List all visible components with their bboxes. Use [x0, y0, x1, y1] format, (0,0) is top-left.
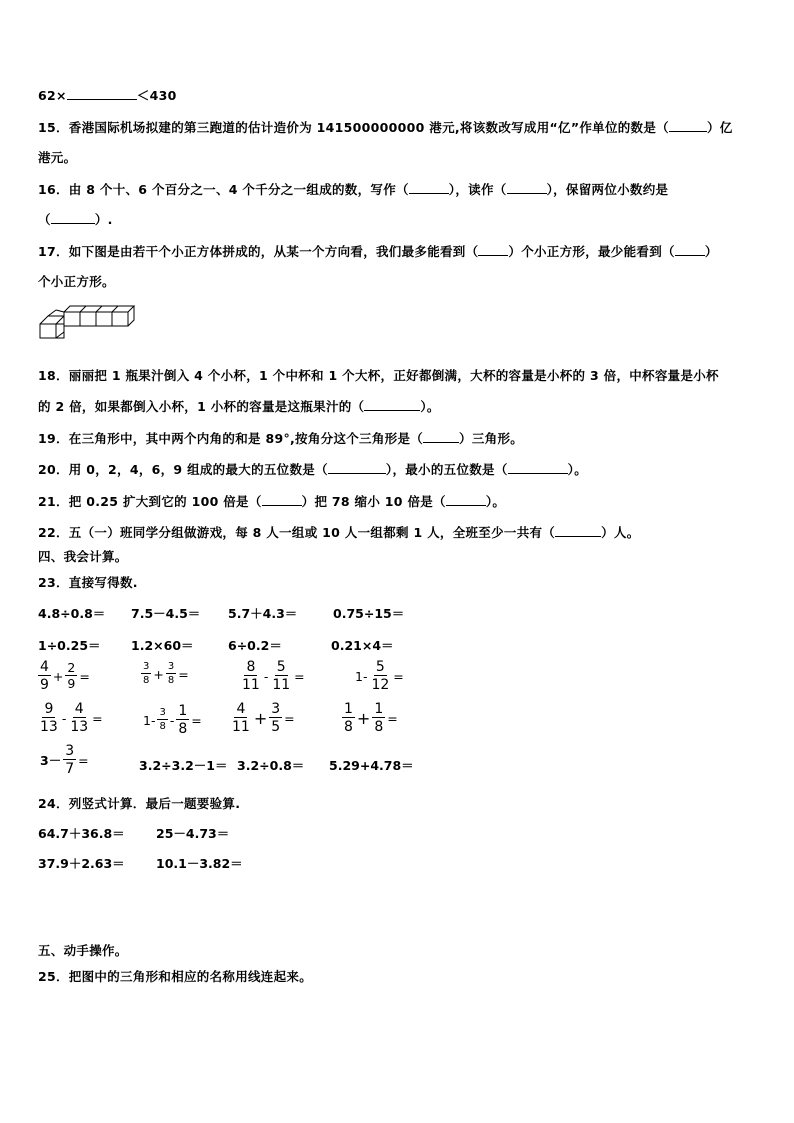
calc-item: 5.29+4.78＝ — [329, 758, 414, 773]
question-16-line2: （ ）. — [38, 212, 113, 227]
calc-item: 37.9＋2.63＝ — [38, 856, 125, 871]
answer-blank[interactable] — [675, 243, 705, 256]
calc-item: 4.8÷0.8＝ — [38, 606, 106, 621]
answer-blank[interactable] — [423, 430, 459, 443]
calc-item: 7.5－4.5＝ — [131, 606, 201, 621]
answer-blank[interactable] — [364, 398, 420, 411]
answer-blank[interactable] — [409, 181, 449, 194]
q14-tail: 62× ＜430 — [38, 88, 177, 103]
fraction-item: $\frac{9}{13}$ - $\frac{4}{13}$ = — [40, 701, 103, 735]
fraction-item: 3－ $\frac{3}{7}$ = — [40, 743, 89, 777]
fraction-item: $\frac{3}{8}$ + $\frac{3}{8}$ = — [143, 661, 189, 686]
cube-figure — [36, 302, 146, 342]
section-4-heading: 四、我会计算。 — [38, 549, 128, 564]
question-22: 22．五（一）班同学分组做游戏，每 8 人一组或 10 人一组都剩 1 人，全班至少一共有（ ）人。 — [38, 525, 640, 540]
calc-item: 1÷0.25＝ — [38, 638, 101, 653]
question-17-line2: 个小正方形。 — [38, 274, 115, 289]
calc-item: 6÷0.2＝ — [228, 638, 282, 653]
answer-blank[interactable] — [669, 119, 707, 132]
answer-blank[interactable] — [328, 461, 386, 474]
answer-blank[interactable] — [446, 493, 486, 506]
question-18-line2: 的 2 倍，如果都倒入小杯，1 小杯的容量是这瓶果汁的（ ）。 — [38, 399, 440, 414]
fraction-item: $\frac{4}{11}$ + $\frac{3}{5}$ = — [232, 701, 295, 735]
calc-item: 10.1－3.82＝ — [156, 856, 243, 871]
fraction-item: $\frac{4}{9}$ + $\frac{2}{9}$ = — [40, 659, 90, 693]
calc-item: 64.7＋36.8＝ — [38, 826, 125, 841]
calc-item: 5.7＋4.3＝ — [228, 606, 298, 621]
calc-item: 25－4.73＝ — [156, 826, 230, 841]
answer-blank[interactable] — [478, 243, 508, 256]
answer-blank[interactable] — [507, 181, 547, 194]
section-5-heading: 五、动手操作。 — [38, 943, 128, 958]
question-15-line2: 港元。 — [38, 150, 77, 165]
question-23-title: 23．直接写得数. — [38, 575, 138, 590]
question-21: 21．把 0.25 扩大到它的 100 倍是（ ）把 78 缩小 10 倍是（ ）。 — [38, 494, 506, 509]
calc-item: 0.75÷15＝ — [333, 606, 405, 621]
fraction-item: 1- $\frac{3}{8}$ - $\frac{1}{8}$ = — [143, 703, 202, 737]
calc-item: 1.2×60＝ — [131, 638, 194, 653]
question-15-line1: 15．香港国际机场拟建的第三跑道的估计造价为 141500000000 港元,将该数改写成用“亿”作单位的数是（ ）亿 — [38, 120, 733, 135]
question-25: 25．把图中的三角形和相应的名称用线连起来。 — [38, 969, 312, 984]
answer-blank[interactable] — [555, 524, 601, 537]
fraction-item: 1- $\frac{5}{12}$ = — [355, 659, 404, 693]
fraction-item: $\frac{8}{11}$ - $\frac{5}{11}$ = — [242, 659, 305, 693]
question-17-line1: 17．如下图是由若干个小正方体拼成的，从某一个方向看，我们最多能看到（ ）个小正方形，最少能看到（ ） — [38, 244, 718, 259]
calc-item: 3.2÷0.8＝ — [237, 758, 305, 773]
calc-item: 3.2÷3.2－1＝ — [139, 758, 228, 773]
question-24-title: 24．列竖式计算．最后一题要验算. — [38, 796, 241, 811]
fraction-item: $\frac{1}{8}$ + $\frac{1}{8}$ = — [344, 701, 398, 735]
answer-blank[interactable] — [262, 493, 302, 506]
question-18-line1: 18．丽丽把 1 瓶果汁倒入 4 个小杯，1 个中杯和 1 个大杯，正好都倒满，大杯的容量是小杯的 3 倍，中杯容量是小杯 — [38, 368, 719, 383]
answer-blank[interactable] — [67, 87, 137, 100]
answer-blank[interactable] — [51, 211, 95, 224]
answer-blank[interactable] — [508, 461, 568, 474]
question-20: 20．用 0，2，4，6，9 组成的最大的五位数是（ ），最小的五位数是（ ）。 — [38, 462, 588, 477]
question-16-line1: 16．由 8 个十、6 个百分之一、4 个千分之一组成的数，写作（ ），读作（ ），保留两位小数约是 — [38, 182, 669, 197]
calc-item: 0.21×4＝ — [331, 638, 394, 653]
question-19: 19．在三角形中，其中两个内角的和是 89°,按角分这个三角形是（ ）三角形。 — [38, 431, 524, 446]
